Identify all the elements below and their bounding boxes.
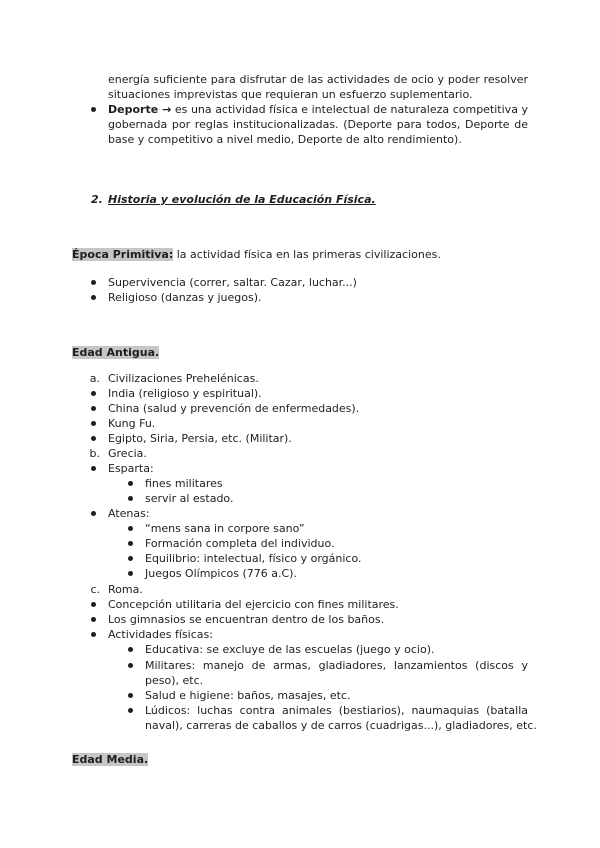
sub-bullet (128, 647, 133, 652)
sub-bullet (128, 526, 133, 531)
bullet (91, 436, 96, 441)
bullet (91, 280, 96, 285)
sub-list-item: fines militares (145, 477, 223, 490)
bullet (91, 602, 96, 607)
sub-bullet (128, 708, 133, 713)
sub-bullet (128, 693, 133, 698)
list-item: Los gimnasios se encuentran dentro de los baños. (108, 613, 385, 626)
sub-list-item-cont: peso), etc. (145, 674, 204, 687)
list-item: China (salud y prevención de enfermedades). (108, 402, 360, 415)
list-item-c: Roma. (108, 583, 143, 596)
list-item: Religioso (danzas y juegos). (108, 291, 262, 304)
list-item: Supervivencia (correr, saltar. Cazar, luchar...) (108, 276, 357, 289)
list-marker-a: a. (89, 372, 100, 385)
sub-list-item-cont: naval), carreras de caballos y de carros (cuadrigas...), gladiadores, etc. (145, 719, 537, 732)
media-heading: Edad Media. (72, 753, 149, 766)
sub-list-item: Lúdicos: luchas contra animales (bestiarios), naumaquias (batalla (145, 704, 528, 717)
sub-bullet (128, 556, 133, 561)
sub-bullet (128, 481, 133, 486)
list-item: Egipto, Siria, Persia, etc. (Militar). (108, 432, 292, 445)
bullet (91, 511, 96, 516)
intro-line-2: situaciones imprevistas que requieran un esfuerzo suplementario. (108, 88, 473, 101)
list-item: India (religioso y espiritual). (108, 387, 262, 400)
sub-bullet (128, 571, 133, 576)
list-item-esparta: Esparta: (108, 462, 154, 475)
list-marker-b: b. (89, 447, 100, 460)
deporte-line-3: base y competitivo a nivel medio, Deporte de alto rendimiento). (108, 133, 462, 146)
bullet (91, 617, 96, 622)
sub-bullet (128, 541, 133, 546)
primitiva-heading: Época Primitiva: (72, 248, 174, 261)
antigua-heading-line (72, 345, 159, 360)
primitiva-paragraph (72, 247, 441, 262)
sub-list-item: Equilibrio: intelectual, físico y orgánico. (145, 552, 362, 565)
sub-list-item: Juegos Olímpicos (776 a.C). (145, 567, 297, 580)
sub-bullet (128, 663, 133, 668)
intro-line-1: energía suficiente para disfrutar de las actividades de ocio y poder resolver (108, 73, 528, 86)
media-heading-line (72, 752, 148, 767)
section-title: Historia y evolución de la Educación Física. (108, 193, 376, 206)
sub-list-item: Militares: manejo de armas, gladiadores, lanzamientos (discos y (145, 659, 528, 672)
sub-list-item: Salud e higiene: baños, masajes, etc. (145, 689, 351, 702)
list-item-atenas: Atenas: (108, 507, 150, 520)
deporte-line-1 (108, 102, 528, 117)
list-item: Concepción utilitaria del ejercicio con fines militares. (108, 598, 399, 611)
bullet (91, 406, 96, 411)
bullet-deporte (91, 107, 96, 112)
deporte-term: Deporte → (108, 103, 172, 116)
bullet (91, 632, 96, 637)
section-number: 2. (91, 193, 103, 206)
bullet (91, 295, 96, 300)
sub-list-item: Educativa: se excluye de las escuelas (juego y ocio). (145, 643, 435, 656)
sub-list-item: servir al estado. (145, 492, 234, 505)
list-item-b: Grecia. (108, 447, 147, 460)
sub-list-item: “mens sana in corpore sano” (145, 522, 305, 535)
sub-list-item: Formación completa del individuo. (145, 537, 335, 550)
deporte-line-2: gobernada por reglas institucionalizadas. (Deporte para todos, Deporte de (108, 118, 528, 131)
deporte-definition: es una actividad física e intelectual de naturaleza competitiva y (174, 103, 529, 116)
bullet (91, 421, 96, 426)
list-item-a: Civilizaciones Prehelénicas. (108, 372, 259, 385)
list-item: Kung Fu. (108, 417, 156, 430)
list-marker-c: c. (90, 583, 100, 596)
list-item: Actividades físicas: (108, 628, 213, 641)
bullet (91, 391, 96, 396)
primitiva-text: la actividad física en las primeras civilizaciones. (173, 248, 441, 261)
bullet (91, 466, 96, 471)
sub-bullet (128, 496, 133, 501)
antigua-heading: Edad Antigua. (72, 346, 160, 359)
